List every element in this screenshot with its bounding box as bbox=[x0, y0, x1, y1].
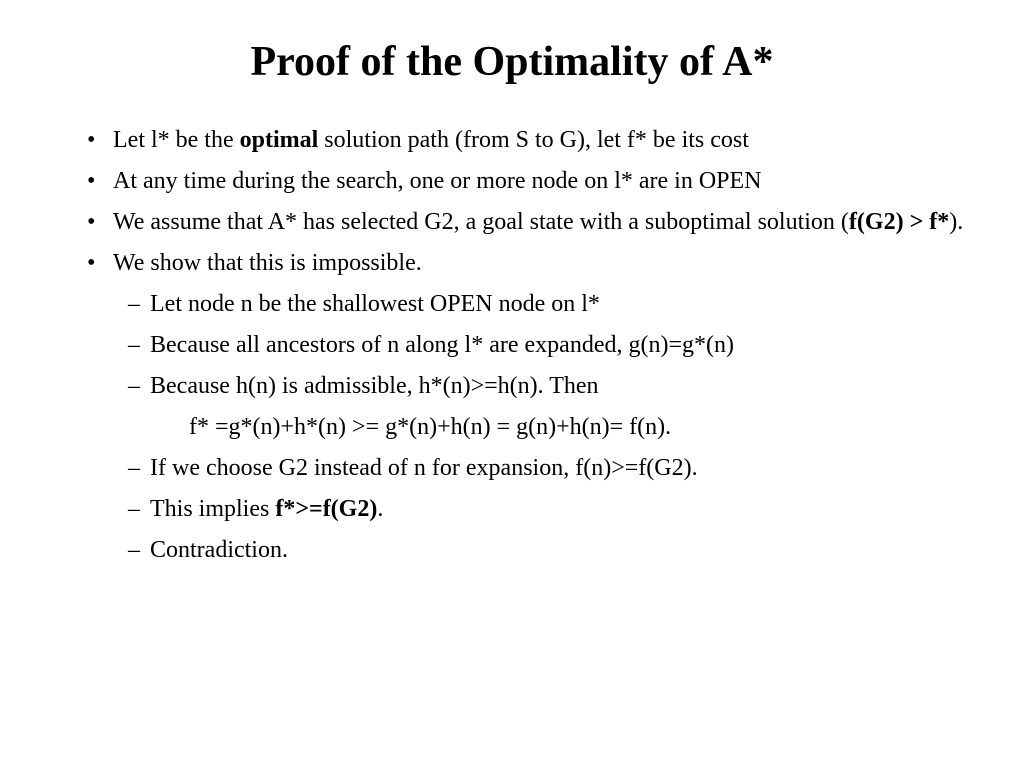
text-run: If we choose G2 instead of n for expansion, f(n)>=f(G2). bbox=[150, 455, 698, 481]
text-run: . bbox=[377, 496, 384, 522]
text-run: We assume that A* has selected G2, a goal state with a suboptimal solution ( bbox=[113, 209, 849, 235]
sub-bullet-item bbox=[84, 534, 984, 567]
sub-bullet-item bbox=[84, 493, 984, 526]
bullet-marker: • bbox=[87, 209, 96, 235]
bullet-item bbox=[84, 124, 984, 157]
bullet-item bbox=[84, 206, 984, 239]
text-run: We show that this is impossible. bbox=[113, 250, 422, 276]
bullet-marker: • bbox=[87, 127, 96, 153]
text-run: Let node n be the shallowest OPEN node on l* bbox=[150, 291, 600, 317]
slide-title: Proof of the Optimality of A* bbox=[250, 39, 774, 85]
text-run: Because h(n) is admissible, h*(n)>=h(n). Then bbox=[150, 373, 599, 399]
bold-text: optimal bbox=[239, 127, 319, 153]
sub-bullet-item bbox=[84, 452, 984, 485]
text-run: solution path (from S to G), let f* be its cost bbox=[318, 127, 749, 153]
dash-marker: – bbox=[128, 537, 140, 563]
dash-marker: – bbox=[128, 332, 140, 358]
equation-line bbox=[84, 411, 984, 444]
text-run: This implies bbox=[150, 496, 276, 522]
slide-body bbox=[84, 124, 984, 575]
text-run: ). bbox=[949, 209, 964, 235]
text-run: Contradiction. bbox=[150, 537, 288, 563]
bold-text: f*>=f(G2) bbox=[275, 496, 378, 522]
text-run: At any time during the search, one or more node on l* are in OPEN bbox=[113, 168, 762, 194]
bullet-marker: • bbox=[87, 168, 96, 194]
bullet-marker: • bbox=[87, 250, 96, 276]
text-run: Let l* be the bbox=[113, 127, 240, 153]
dash-marker: – bbox=[128, 291, 140, 317]
text-run: f* =g*(n)+h*(n) >= g*(n)+h(n) = g(n)+h(n)= f(n). bbox=[189, 414, 672, 440]
sub-bullet-item bbox=[84, 329, 984, 362]
bullet-item bbox=[84, 165, 984, 198]
bullet-item bbox=[84, 247, 984, 280]
sub-bullet-item bbox=[84, 288, 984, 321]
sub-bullet-item bbox=[84, 370, 984, 403]
text-run: Because all ancestors of n along l* are expanded, g(n)=g*(n) bbox=[150, 332, 734, 358]
bold-text: f(G2) > f* bbox=[848, 209, 950, 235]
dash-marker: – bbox=[128, 496, 140, 522]
dash-marker: – bbox=[128, 455, 140, 481]
dash-marker: – bbox=[128, 373, 140, 399]
